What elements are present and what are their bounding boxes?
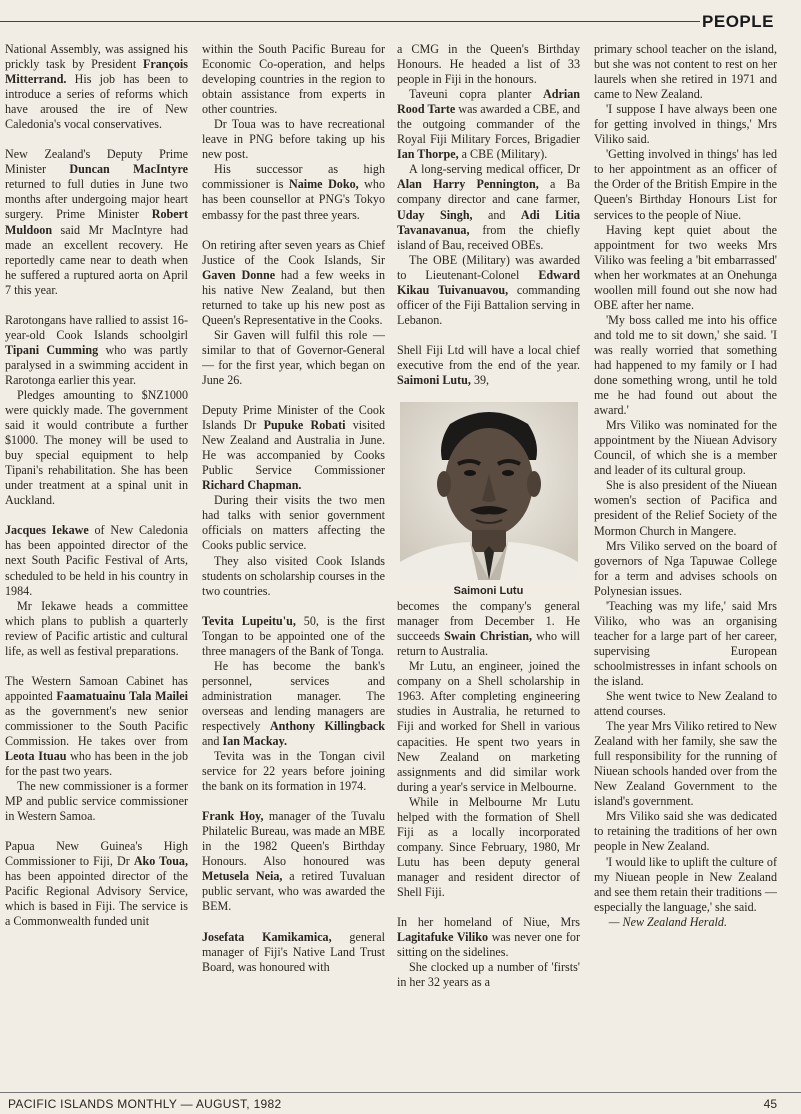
paragraph: The OBE (Military) was awarded to Lieutenant-Colonel Edward Kikau Tuivanuavou, commanding officer of the Fiji Battalion serving in Lebanon. (397, 252, 580, 327)
paragraph: Rarotongans have rallied to assist 16-year-old Cook Islands schoolgirl Tipani Cumming who was partly paralysed in a swimming accident in Rarotonga earlier this year. (5, 312, 188, 387)
paragraph: She is also president of the Niuean women's section of Pacifica and president of the Relief Society of the Mormon Church in Mangere. (594, 478, 777, 538)
column-3 (397, 42, 580, 990)
paragraph: She went twice to New Zealand to attend courses. (594, 689, 777, 719)
paragraph: On retiring after seven years as Chief Justice of the Cook Islands, Sir Gaven Donne had a few weeks in his native New Zealand, but then returned to take up his new post as Queen's Representative in the Cooks. (202, 237, 385, 327)
paragraph: The new commissioner is a former MP and public service commissioner in Western Samoa. (5, 779, 188, 824)
paragraph: Papua New Guinea's High Commissioner to Fiji, Dr Ako Toua, has been appointed director of the Pacific Regional Advisory Service, which is based in Fiji. The service is a Commonwealth funded unit (5, 839, 188, 929)
paragraph: Mrs Viliko was nominated for the appointment by the Niuean Advisory Council, of which she is a member and leader of its cultural group. (594, 418, 777, 478)
paragraph: a CMG in the Queen's Birthday Honours. He headed a list of 33 people in Fiji in the honours. (397, 42, 580, 87)
paragraph: New Zealand's Deputy Prime Minister Duncan MacIntyre returned to full duties in June two months after undergoing major heart surgery. Prime Minister Robert Muldoon said Mr MacIntyre had made an excellent recovery. He reportedly came near to death when he suffered a ruptured aorta on April 7 this year. (5, 147, 188, 297)
column-1 (5, 42, 188, 930)
portrait-icon (400, 402, 578, 580)
paragraph: The Western Samoan Cabinet has appointed Faamatuainu Tala Mailei as the government's new senior commissioner to the South Pacific Commission. He takes over from Leota Ituau who has been in the job for the past two years. (5, 673, 189, 779)
paragraph: Having kept quiet about the appointment for two weeks Mrs Viliko was feeling a 'bit embarrassed' when her workmates at an Onehunga woollen mill found out she now had OBE after her name. (594, 222, 777, 312)
paragraph: Mrs Viliko said she was dedicated to retaining the traditions of her own people in New Zealand. (594, 809, 777, 854)
photo-caption: Saimoni Lutu (453, 585, 524, 598)
header-rule (0, 21, 700, 22)
paragraph: National Assembly, was assigned his prickly task by President François Mitterrand. His job has been to introduce a series of reforms which have aroused the ire of New Caledonia's vocal conservatives. (5, 42, 188, 132)
paragraph: She clocked up a number of 'firsts' in her 32 years as a (397, 960, 580, 990)
page-number: 45 (763, 1097, 777, 1111)
paragraph: His successor as high commissioner is Naime Doko, who has been counsellor at PNG's Tokyo embassy for the past three years. (202, 162, 386, 222)
paragraph: They also visited Cook Islands students on scholarship courses in the two countries. (202, 553, 385, 598)
paragraph: Taveuni copra planter Adrian Rood Tarte was awarded a CBE, and the outgoing commander of the Royal Fiji Military Forces, Brigadier Ian Thorpe, a CBE (Military). (397, 87, 580, 162)
paragraph: 'My boss called me into his office and told me to sit down,' she said. 'I was really worried that something had happened to my family or I had done something wrong, until he told me he had found out about the award.' (594, 312, 777, 418)
paragraph: Jacques Iekawe of New Caledonia has been appointed director of the next South Pacific Festival of Arts, scheduled to be held in his country in 1984. (5, 523, 188, 598)
paragraph: 'I would like to uplift the culture of my Niuean people in New Zealand and see them retain their traditions — especially the language,' she said. (594, 854, 777, 914)
paragraph: Dr Toua was to have recreational leave in PNG before taking up his new post. (202, 117, 385, 162)
paragraph: 'Teaching was my life,' said Mrs Viliko, who was an organising teacher for a large part of her career, supervising European schoolmistresses in infant schools on the island. (594, 598, 777, 688)
portrait-photo (400, 402, 578, 580)
paragraph: He has become the bank's personnel, services and administration manager. The overseas and lending managers are respectively Anthony Killingback and Ian Mackay. (202, 658, 385, 749)
paragraph: Mrs Viliko served on the board of governors of Nga Tapuwae College for a term and advises schools on Polynesian issues. (594, 538, 777, 598)
paragraph: While in Melbourne Mr Lutu helped with the formation of Shell Fiji as a locally incorporated company. Since February, 1980, Mr Lutu has been deputy general manager and resident director of Shell Fiji. (397, 794, 580, 899)
paragraph: During their visits the two men had talks with senior government officials on matters affecting the Cooks public service. (202, 493, 385, 553)
paragraph: Mr Lutu, an engineer, joined the company on a Shell scholarship in 1963. After completing engineering studies in Australia, he returned to Fiji and worked for Shell in various capacities. He spent two years in New Zealand on marketing assignments and did similar work during a year's service in Melbourne. (397, 659, 580, 794)
section-heading: PEOPLE (702, 12, 774, 31)
column-4 (594, 42, 777, 930)
paragraph: Shell Fiji Ltd will have a local chief executive from the end of the year. Saimoni Lutu, 39, (397, 342, 580, 387)
paragraph: 'I suppose I have always been one for getting involved in things,' Mrs Viliko said. (594, 102, 777, 147)
paragraph: The year Mrs Viliko retired to New Zealand with her family, she saw the full responsibility for the running of Niuean schools handed over from the New Zealand Government to the island's government. (594, 719, 778, 809)
footer-rule (0, 1092, 801, 1093)
paragraph: within the South Pacific Bureau for Economic Co-operation, and helps developing countries in the region to obtain assistance from experts in other countries. (202, 42, 385, 117)
paragraph: Tevita Lupeitu'u, 50, is the first Tongan to be appointed one of the three managers of the Bank of Tonga. (202, 613, 385, 658)
paragraph: primary school teacher on the island, but she was not content to rest on her laurels when she retired in 1971 and came to New Zealand. (594, 42, 777, 102)
column-2 (202, 42, 385, 975)
publication-footer: PACIFIC ISLANDS MONTHLY — AUGUST, 1982 (8, 1097, 282, 1111)
paragraph: In her homeland of Niue, Mrs Lagitafuke Viliko was never one for sitting on the sidelines. (397, 915, 580, 960)
paragraph: Deputy Prime Minister of the Cook Islands Dr Pupuke Robati visited New Zealand and Australia in June. He was accompanied by Cooks Public Service Commissioner Richard Chapman. (202, 403, 385, 493)
paragraph: Sir Gaven will fulfil this role — similar to that of Governor-General — for the first year, which began on June 26. (202, 327, 385, 387)
paragraph: Tevita was in the Tongan civil service for 22 years before joining the bank on its formation in 1974. (202, 749, 385, 794)
paragraph: Pledges amounting to $NZ1000 were quickly made. The government said it would contribute a further $1000. The money will be used to buy special equipment to help Tipani's rehabilitation. She has been under treatment at a spinal unit in Auckland. (5, 387, 188, 508)
source-credit: — New Zealand Herald. (608, 914, 727, 929)
paragraph: Frank Hoy, manager of the Tuvalu Philatelic Bureau, was made an MBE in the 1982 Queen's Birthday Honours. Also honoured was Metusela Neia, a retired Tuvaluan public servant, who was awarded the BEM. (202, 809, 385, 914)
paragraph: 'Getting involved in things' has led to her appointment as an officer of the Order of the British Empire in the Queen's Birthday Honours List for services to the people of Niue. (594, 147, 777, 222)
paragraph: Mr Iekawe heads a committee which plans to publish a quarterly review of Pacific artistic and cultural life, as well as festival preparations. (5, 598, 188, 658)
paragraph: A long-serving medical officer, Dr Alan Harry Pennington, a Ba company director and cane farmer, Uday Singh, and Adi Litia Tavanavanua, from the chiefly island of Bau, received OBEs. (397, 162, 581, 252)
paragraph: becomes the company's general manager from December 1. He succeeds Swain Christian, who will return to Australia. (397, 599, 580, 659)
paragraph: Josefata Kamikamica, general manager of Fiji's Native Land Trust Board, was honoured with (202, 929, 386, 974)
